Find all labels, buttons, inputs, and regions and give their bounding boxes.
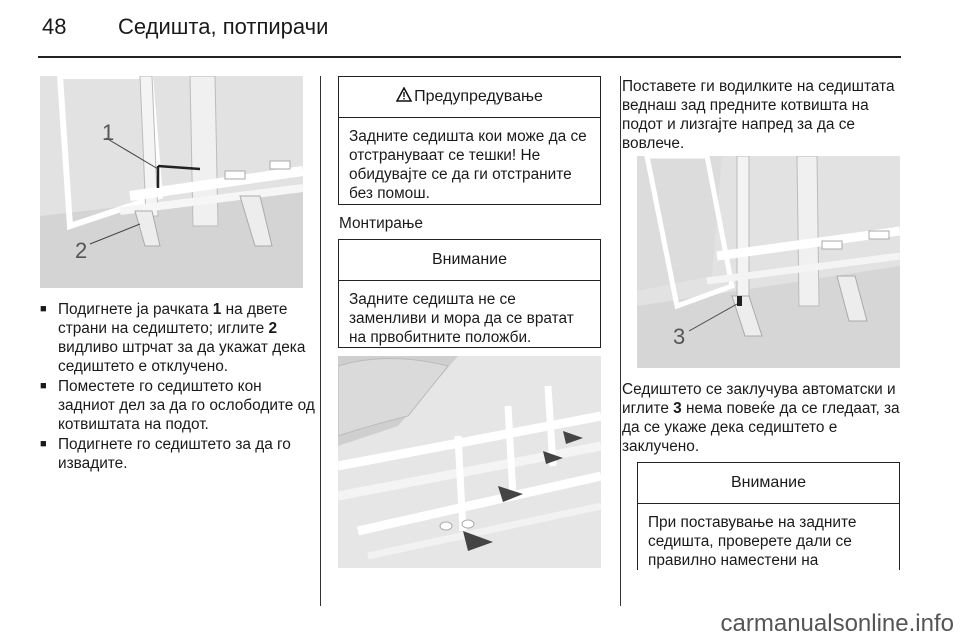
seat-release-figure xyxy=(40,76,303,288)
bullet-text: видливо штрчат за да укажат дека седиштето е отклучено. xyxy=(58,339,306,375)
lock-text: нема повеќе да се гледаат, за да се укаже дека седиштето е заклучено. xyxy=(622,400,900,455)
bullet-text: на двете страни на седиштето; иглите xyxy=(58,301,288,337)
notice-box-right-header: Внимание xyxy=(638,463,899,504)
warning-triangle-icon xyxy=(396,87,412,107)
column-divider-right xyxy=(620,76,621,606)
footer-watermark: carmanualsonline.info xyxy=(720,610,954,637)
notice-box-right-body: При поставување на задните седишта, проверете дали се правилно наместени на xyxy=(648,514,857,569)
seat-rails-figure xyxy=(338,356,601,568)
lock-text: Седиштето се заклучува автоматски и иглите xyxy=(622,381,896,417)
bullet-ref-1: 1 xyxy=(212,301,222,318)
header-rule xyxy=(38,56,901,58)
bullet-text: Подигнете го седиштето за да го извадите. xyxy=(58,436,291,472)
list-item xyxy=(40,377,320,434)
bullet-ref-2: 2 xyxy=(268,320,278,337)
install-instructions: Поставете ги водилките на седиштата веднаш зад предните котвишта на подот и лизгајте напред за да се вовлече. xyxy=(622,78,895,152)
bullet-square-icon: ■ xyxy=(40,303,47,315)
page-number: 48 xyxy=(42,14,67,39)
page-title: Седишта, потпирачи xyxy=(118,14,329,39)
bullet-text: Поместете го седиштето кон задниот дел за да го ослободите од котвиштата на подот. xyxy=(58,378,315,433)
figure-callout-2: 2 xyxy=(75,238,88,263)
figure-callout-1: 1 xyxy=(102,120,115,145)
lock-description xyxy=(622,380,902,456)
notice-box-body: Задните седишта не се заменливи и мора да се вратат на првобитните положби. xyxy=(349,291,574,346)
notice-box-header: Внимание xyxy=(339,240,600,281)
warning-box-body: Задните седишта кои може да се отстрануваат се тешки! Не обидувајте се да ги отстраните без помош. xyxy=(349,128,587,202)
notice-box xyxy=(338,239,601,348)
bullet-square-icon: ■ xyxy=(40,438,47,450)
lock-ref-3: 3 xyxy=(673,400,682,417)
seat-lock-figure xyxy=(637,156,900,368)
notice-box-right xyxy=(637,462,900,570)
warning-box-title: Предупредување xyxy=(414,88,543,105)
bullet-text: Подигнете ја рачката xyxy=(58,301,213,318)
list-item xyxy=(40,435,320,473)
bullet-square-icon: ■ xyxy=(40,380,47,392)
figure-callout-3: 3 xyxy=(673,324,686,349)
column-divider-left xyxy=(320,76,321,606)
warning-box-header xyxy=(339,77,600,118)
warning-box xyxy=(338,76,601,205)
section-heading: Монтирање xyxy=(339,215,423,232)
list-item xyxy=(40,300,320,376)
